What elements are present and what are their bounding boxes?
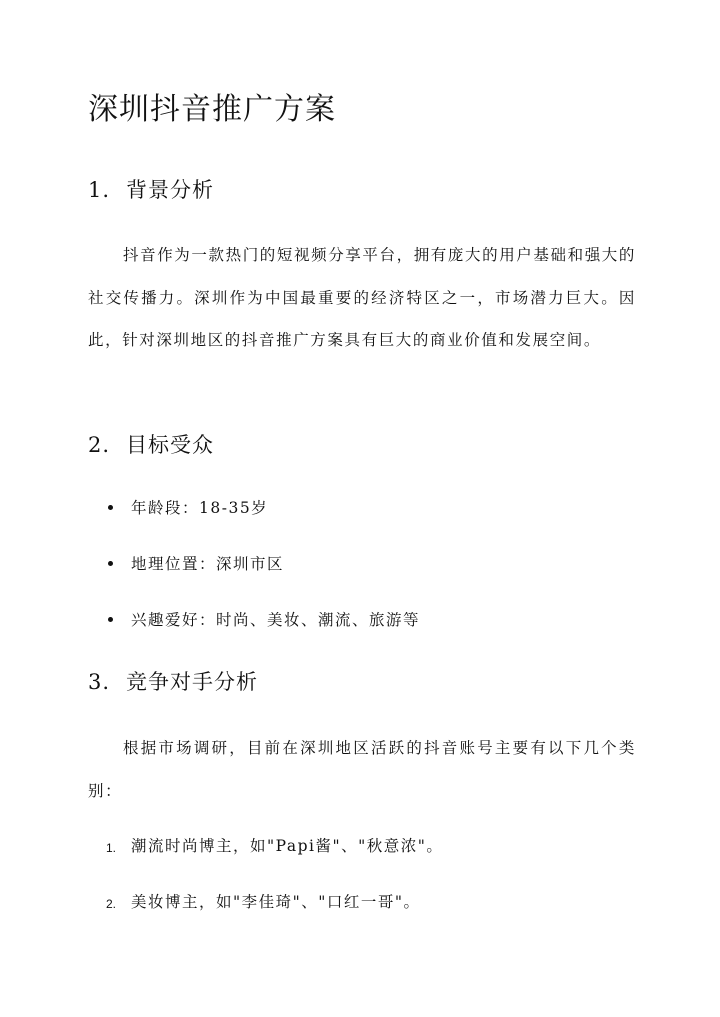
bullet-dot: [108, 561, 113, 566]
document-title: 深圳抖音推广方案: [88, 92, 336, 127]
section-title: 背景分析: [126, 178, 214, 202]
list-number: 1.: [106, 841, 117, 855]
section-number: 1.: [88, 178, 111, 202]
bullet-text: 兴趣爱好：时尚、美妆、潮流、旅游等: [131, 611, 421, 629]
list-item-text: 美妆博主，如"李佳琦"、"口红一哥"。: [131, 893, 421, 911]
section-heading-target-audience: [88, 429, 214, 459]
bullet-text: 地理位置：深圳市区: [131, 555, 285, 573]
background-paragraph: 抖音作为一款热门的短视频分享平台，拥有庞大的用户基础和强大的社交传播力。深圳作为中国最重要的经济特区之一，市场潜力巨大。因此，针对深圳地区的抖音推广方案具有巨大的商业价值和发展空间。: [88, 246, 637, 349]
list-number: 2.: [106, 897, 117, 911]
bullet-dot: [108, 617, 113, 622]
bullet-dot: [108, 505, 113, 510]
section-heading-background: [88, 174, 214, 204]
section-title: 目标受众: [126, 433, 214, 457]
section-title: 竞争对手分析: [126, 670, 258, 694]
section-number: 3.: [88, 670, 111, 694]
list-item-text: 潮流时尚博主，如"Papi酱"、"秋意浓"。: [131, 837, 444, 855]
bullet-text: 年龄段：18-35岁: [131, 499, 269, 517]
section-number: 2.: [88, 433, 111, 457]
competitor-paragraph: 根据市场调研，目前在深圳地区活跃的抖音账号主要有以下几个类别：: [88, 739, 636, 800]
section-heading-competitor-analysis: [88, 666, 258, 696]
